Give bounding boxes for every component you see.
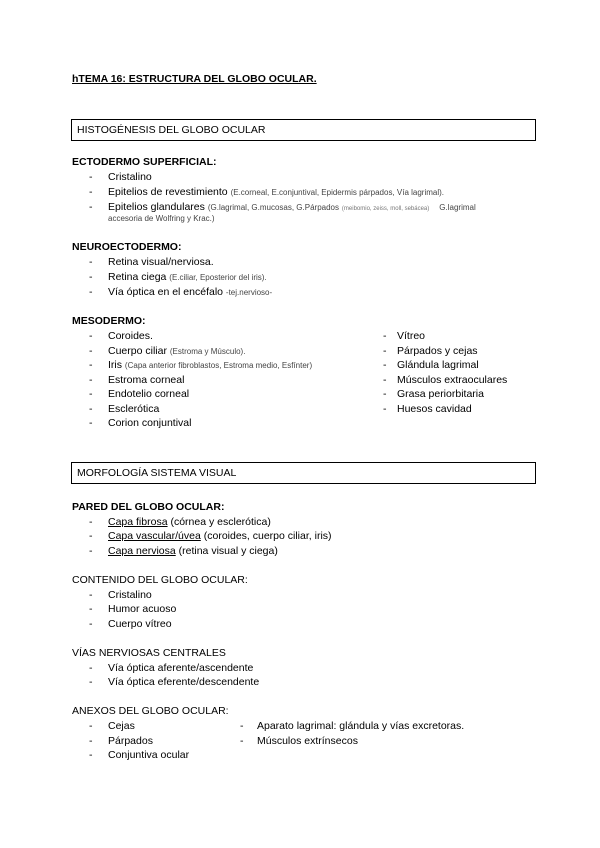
list-dash: -	[89, 545, 93, 557]
list-item	[89, 545, 529, 559]
list-item	[383, 403, 543, 417]
list-dash: -	[89, 286, 93, 298]
list-dash: -	[383, 403, 387, 415]
list-dash: -	[383, 388, 387, 400]
list-item	[89, 345, 369, 359]
list-item	[89, 201, 549, 215]
item-note: (E.corneal, E.conjuntival, Epidermis párpados, Vía lagrimal).	[230, 188, 445, 197]
item-note: (G.lagrimal, G.mucosas, G.Párpados	[207, 203, 339, 212]
list-dash: -	[89, 201, 93, 213]
item-text: Aparato lagrimal: glándula y vías excretoras.	[257, 720, 465, 732]
list-dash: -	[240, 720, 244, 732]
list-dash: -	[89, 345, 93, 357]
item-text: Coroides.	[108, 330, 153, 342]
list-dash: -	[89, 720, 93, 732]
list-item	[89, 417, 369, 431]
list-item	[89, 589, 389, 603]
list-item	[383, 330, 543, 344]
list-item	[383, 374, 543, 388]
item-text: Capa nerviosa	[108, 545, 176, 557]
list-item	[383, 388, 543, 402]
item-text: Cristalino	[108, 589, 152, 601]
item-text: Cristalino	[108, 171, 152, 183]
list-item	[89, 530, 529, 544]
list-item	[89, 662, 389, 676]
list-dash: -	[383, 345, 387, 357]
item-text: Capa fibrosa	[108, 516, 168, 528]
list-dash: -	[89, 676, 93, 688]
list-dash: -	[89, 374, 93, 386]
item-note: (coroides, cuerpo ciliar, iris)	[200, 530, 332, 542]
heading-neuroectodermo: NEUROECTODERMO:	[72, 241, 182, 253]
list-item	[89, 388, 369, 402]
list-item	[89, 171, 549, 185]
item-text: Grasa periorbitaria	[397, 388, 484, 400]
item-text: Cejas	[108, 720, 135, 732]
list-dash: -	[240, 735, 244, 747]
list-dash: -	[89, 271, 93, 283]
list-dash: -	[89, 256, 93, 268]
list-dash: -	[89, 388, 93, 400]
list-item	[89, 516, 529, 530]
list-item	[89, 676, 389, 690]
item-text: Epitelios glandulares	[108, 201, 205, 213]
list-item	[89, 374, 369, 388]
item-note: (córnea y esclerótica)	[167, 516, 271, 528]
list-item	[89, 403, 369, 417]
list-item	[89, 256, 549, 270]
page-title: hTEMA 16: ESTRUCTURA DEL GLOBO OCULAR.	[72, 73, 317, 85]
list-item	[383, 345, 543, 359]
section-box-histogenesis: HISTOGÉNESIS DEL GLOBO OCULAR	[71, 119, 536, 141]
item-text: Capa vascular/úvea	[108, 530, 201, 542]
list-item	[89, 286, 549, 300]
section-box-morfologia: MORFOLOGÍA SISTEMA VISUAL	[71, 462, 536, 484]
item-text: Conjuntiva ocular	[108, 749, 190, 761]
item-note: G.lagrimal	[439, 203, 476, 212]
heading-ectodermo: ECTODERMO SUPERFICIAL:	[72, 156, 217, 168]
list-item	[89, 359, 369, 373]
item-text: Endotelio corneal	[108, 388, 190, 400]
item-text: Retina ciega	[108, 271, 167, 283]
list-dash: -	[89, 589, 93, 601]
item-text: Vía óptica aferente/ascendente	[108, 662, 254, 674]
item-note: (meibomio, zeiss, moll, sebácea)	[341, 206, 430, 212]
item-text: Corion conjuntival	[108, 417, 192, 429]
list-item	[89, 735, 229, 749]
heading-vias: VÍAS NERVIOSAS CENTRALES	[72, 647, 226, 659]
item-text: Cuerpo ciliar	[108, 345, 167, 357]
list-dash: -	[89, 359, 93, 371]
heading-mesodermo: MESODERMO:	[72, 315, 146, 327]
item-text: Cuerpo vítreo	[108, 618, 172, 630]
item-text: Glándula lagrimal	[397, 359, 479, 371]
list-dash: -	[89, 330, 93, 342]
list-item	[89, 618, 389, 632]
item-text: Esclerótica	[108, 403, 160, 415]
list-dash: -	[89, 417, 93, 429]
item-text: Vía óptica en el encéfalo	[108, 286, 223, 298]
item-text: Párpados	[108, 735, 153, 747]
list-dash: -	[89, 186, 93, 198]
item-text: Huesos cavidad	[397, 403, 472, 415]
list-item	[89, 720, 229, 734]
list-item	[383, 359, 543, 373]
item-text: Vítreo	[397, 330, 426, 342]
list-item	[240, 720, 540, 734]
heading-anexos: ANEXOS DEL GLOBO OCULAR:	[72, 705, 229, 717]
item-text: Retina visual/nerviosa.	[108, 256, 214, 268]
item-note: (Estroma y Músculo).	[169, 347, 246, 356]
item-text: Iris	[108, 359, 122, 371]
item-text: Músculos extraoculares	[397, 374, 508, 386]
list-dash: -	[89, 735, 93, 747]
item-note: (Capa anterior fibroblastos, Estroma medio, Esfínter)	[124, 361, 313, 370]
list-item	[89, 330, 369, 344]
item-note: (retina visual y ciega)	[175, 545, 278, 557]
list-dash: -	[89, 516, 93, 528]
item-note: (E.ciliar, Eposterior del iris).	[169, 273, 267, 282]
list-dash: -	[89, 530, 93, 542]
item-text: Párpados y cejas	[397, 345, 478, 357]
list-dash: -	[89, 403, 93, 415]
item-text: Epitelios de revestimiento	[108, 186, 228, 198]
heading-contenido: CONTENIDO DEL GLOBO OCULAR:	[72, 574, 248, 586]
list-item	[240, 735, 540, 749]
item-text: Músculos extrínsecos	[257, 735, 358, 747]
list-item	[89, 603, 389, 617]
list-item	[89, 186, 549, 200]
list-dash: -	[89, 603, 93, 615]
list-dash: -	[383, 374, 387, 386]
heading-pared: PARED DEL GLOBO OCULAR:	[72, 501, 225, 513]
list-dash: -	[383, 359, 387, 371]
list-dash: -	[89, 618, 93, 630]
item-text: Estroma corneal	[108, 374, 185, 386]
list-dash: -	[89, 171, 93, 183]
list-dash: -	[89, 749, 93, 761]
item-text: Vía óptica eferente/descendente	[108, 676, 260, 688]
list-item	[89, 749, 229, 763]
list-dash: -	[89, 662, 93, 674]
list-item	[89, 271, 549, 285]
item-note-continuation: accesoria de Wolfring y Krac.)	[108, 214, 215, 223]
list-dash: -	[383, 330, 387, 342]
item-note: -tej.nervioso-	[225, 288, 273, 297]
item-text: Humor acuoso	[108, 603, 177, 615]
